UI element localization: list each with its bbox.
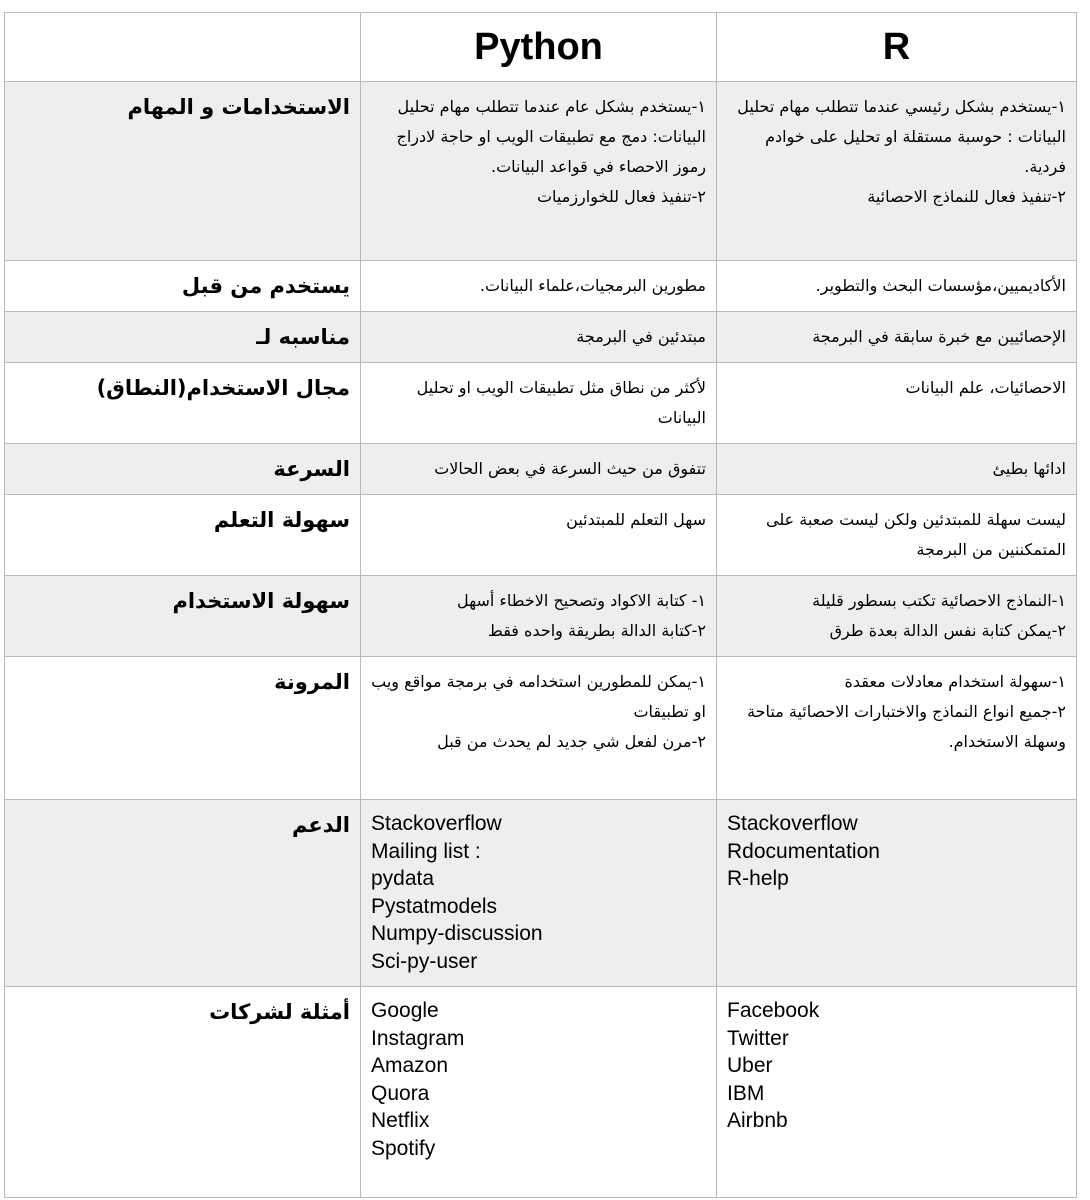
cell-line: ٢-مرن لفعل شي جديد لم يحدث من قبل	[437, 732, 706, 751]
cell-line: Rdocumentation	[727, 839, 880, 863]
cell-line: الاحصائيات، علم البيانات	[905, 378, 1066, 397]
r-cell	[717, 987, 1077, 1198]
row-label: السرعة	[5, 444, 361, 495]
cell-line: ٢-تنفيذ فعال للخوارزميات	[536, 187, 706, 206]
cell-line: Amazon	[371, 1054, 449, 1077]
r-cell	[717, 444, 1077, 495]
python-cell	[361, 800, 717, 987]
python-cell	[361, 363, 717, 444]
row-label: سهولة الاستخدام	[5, 576, 361, 657]
cell-line: Netflix	[371, 1109, 430, 1132]
cell-line: Instagram	[371, 1026, 465, 1050]
cell-line: تتفوق من حيث السرعة في بعض الحالات	[434, 459, 706, 478]
r-cell	[717, 800, 1077, 987]
cell-line: Spotify	[371, 1136, 436, 1160]
row-label: سهولة التعلم	[5, 495, 361, 576]
cell-line: ١-يستخدم بشكل رئيسي عندما تتطلب مهام تحليل البيانات : حوسبة مستقلة او تحليل على خوادم فردية.	[737, 97, 1066, 176]
python-cell	[361, 261, 717, 312]
row-suitable-for	[5, 312, 1077, 363]
row-uses-and-tasks	[5, 82, 1077, 261]
cell-line: Pystatmodels	[371, 894, 498, 918]
cell-line: Quora	[371, 1081, 430, 1105]
python-cell	[361, 987, 717, 1198]
r-cell	[717, 312, 1077, 363]
header-python: Python	[361, 13, 717, 82]
r-cell	[717, 657, 1077, 800]
python-vs-r-table	[4, 12, 1077, 1198]
cell-line: ١-النماذج الاحصائية تكتب بسطور قليلة	[812, 591, 1066, 610]
cell-line: مطورين البرمجيات،علماء البيانات.	[479, 276, 706, 295]
row-label: يستخدم من قبل	[5, 261, 361, 312]
python-cell	[361, 444, 717, 495]
cell-line: ٢-جميع انواع النماذج والاختبارات الاحصائية متاحة وسهلة الاستخدام.	[747, 702, 1066, 751]
row-label: مجال الاستخدام(النطاق)	[5, 363, 361, 444]
cell-line: Numpy-discussion	[371, 922, 543, 945]
python-cell	[361, 312, 717, 363]
row-label: أمثلة لشركات	[5, 987, 361, 1198]
cell-line: R-help	[727, 867, 789, 890]
cell-line: Uber	[727, 1054, 773, 1077]
row-label: الدعم	[5, 800, 361, 987]
cell-line: لأكثر من نطاق مثل تطبيقات الويب او تحليل البيانات	[416, 378, 706, 427]
cell-line: ٢-تنفيذ فعال للنماذج الاحصائية	[867, 187, 1066, 206]
cell-line: ليست سهلة للمبتدئين ولكن ليست صعبة على المتمكننين من البرمجة	[766, 510, 1066, 559]
cell-line: Airbnb	[727, 1109, 788, 1132]
row-label: المرونة	[5, 657, 361, 800]
python-cell	[361, 576, 717, 657]
cell-line: Google	[371, 999, 439, 1022]
cell-line: IBM	[727, 1081, 765, 1105]
header-r: R	[717, 13, 1077, 82]
r-cell	[717, 495, 1077, 576]
cell-line: Twitter	[727, 1026, 789, 1050]
row-used-by	[5, 261, 1077, 312]
python-cell	[361, 657, 717, 800]
r-cell	[717, 261, 1077, 312]
row-speed	[5, 444, 1077, 495]
cell-line: Stackoverflow	[371, 812, 502, 835]
python-cell	[361, 82, 717, 261]
row-support	[5, 800, 1077, 987]
row-label: مناسبه لـ	[5, 312, 361, 363]
cell-line: ١-سهولة استخدام معادلات معقدة	[844, 672, 1066, 691]
row-flexibility	[5, 657, 1077, 800]
cell-line: Stackoverflow	[727, 812, 858, 835]
cell-line: ١-يمكن للمطورين استخدامه في برمجة مواقع ويب او تطبيقات	[371, 672, 706, 721]
cell-line: ٢-كتابة الدالة بطريقة واحده فقط	[488, 621, 706, 640]
row-label: الاستخدامات و المهام	[5, 82, 361, 261]
header-row	[5, 13, 1077, 82]
cell-line: ادائها بطيئ	[992, 459, 1066, 478]
cell-line: ٢-يمكن كتابة نفس الدالة بعدة طرق	[829, 621, 1066, 640]
cell-line: الإحصائيين مع خبرة سابقة في البرمجة	[812, 327, 1066, 346]
cell-line: Mailing list :	[371, 839, 481, 863]
python-cell	[361, 495, 717, 576]
cell-line: سهل التعلم للمبتدئين	[566, 510, 706, 529]
cell-line: Sci-py-user	[371, 949, 478, 973]
cell-line: ١-يستخدم بشكل عام عندما تتطلب مهام تحليل البيانات: دمج مع تطبيقات الويب او حاجة لادراج رموز الاحصاء في قواعد البيانات.	[396, 97, 706, 176]
r-cell	[717, 363, 1077, 444]
cell-line: مبتدئين في البرمجة	[576, 327, 706, 346]
cell-line: pydata	[371, 867, 435, 890]
r-cell	[717, 82, 1077, 261]
r-cell	[717, 576, 1077, 657]
row-ease-of-learning	[5, 495, 1077, 576]
row-scope	[5, 363, 1077, 444]
comparison-table-wrapper	[4, 12, 1076, 1198]
header-empty-cell	[5, 13, 361, 82]
cell-line: الأكاديميين،مؤسسات البحث والتطوير.	[815, 276, 1066, 295]
cell-line: ١- كتابة الاكواد وتصحيح الاخطاء أسهل	[456, 591, 706, 610]
cell-line: Facebook	[727, 999, 820, 1022]
row-example-companies	[5, 987, 1077, 1198]
row-ease-of-use	[5, 576, 1077, 657]
